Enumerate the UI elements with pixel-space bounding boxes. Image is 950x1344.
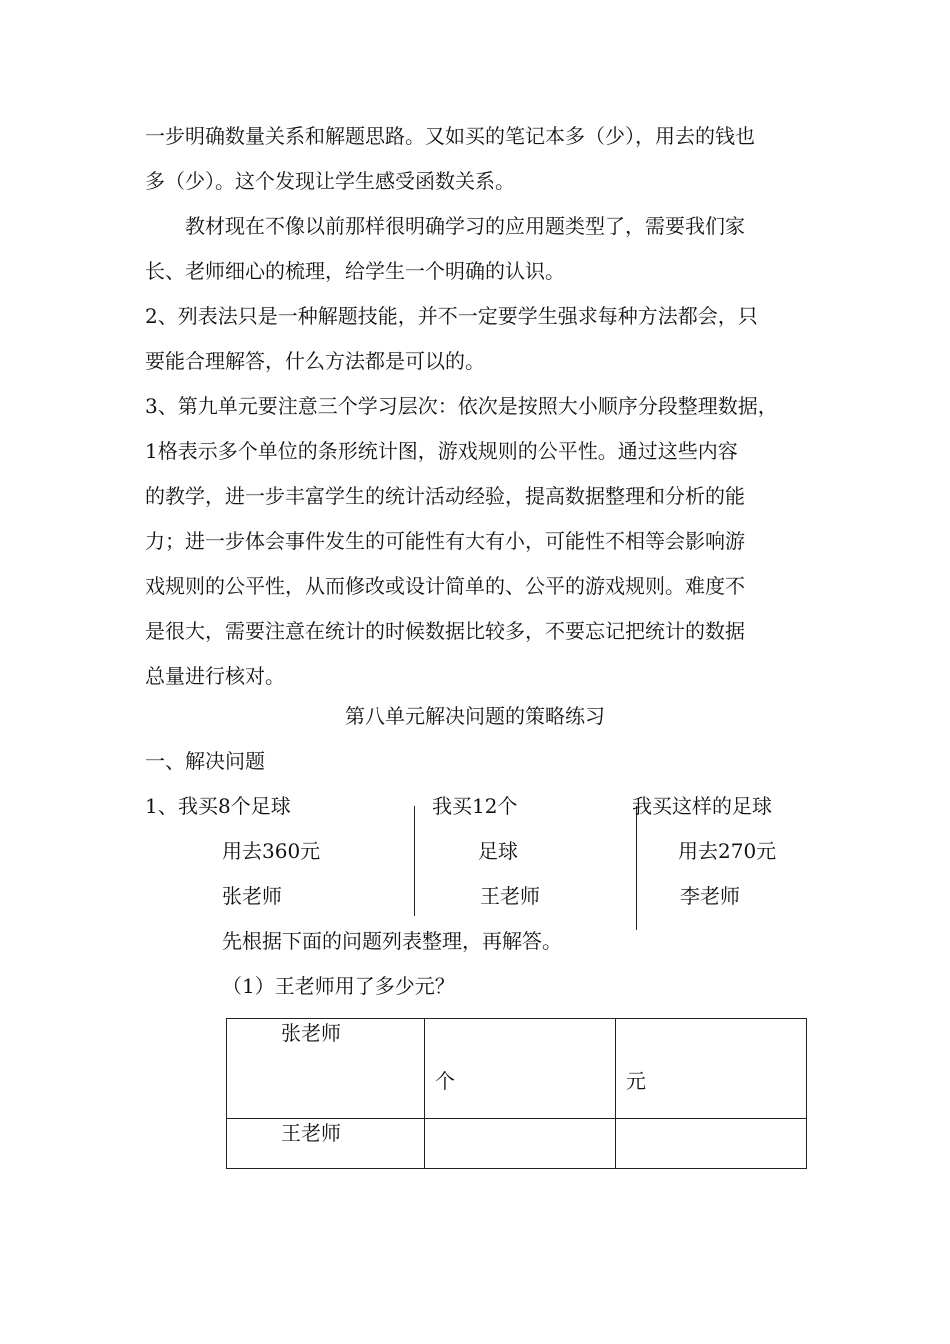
paragraph-line: 2、列表法只是一种解题技能，并不一定要学生强求每种方法都会，只 [145, 304, 758, 328]
unit-label: 个 [435, 1069, 455, 1093]
wang-statement: 我买12个 [432, 794, 518, 818]
table-cell [227, 1119, 425, 1169]
paragraph-line: 多（少）。这个发现让学生感受函数关系。 [145, 169, 515, 193]
wang-statement-cont: 足球 [478, 839, 518, 863]
table-cell [425, 1119, 616, 1169]
paragraph-line: 的教学，进一步丰富学生的统计活动经验，提高数据整理和分析的能 [145, 484, 745, 508]
paragraph-line: 力；进一步体会事件发生的可能性有大有小，可能性不相等会影响游 [145, 529, 745, 553]
paragraph-line: 要能合理解答，什么方法都是可以的。 [145, 349, 485, 373]
row-label: 张老师 [281, 1021, 341, 1045]
row-label: 王老师 [281, 1121, 341, 1145]
section-title: 第八单元解决问题的策略练习 [345, 704, 605, 728]
divider-line [636, 806, 637, 930]
paragraph-line: 教材现在不像以前那样很明确学习的应用题类型了，需要我们家 [145, 214, 745, 238]
unit-label: 元 [626, 1069, 646, 1093]
instruction-text: 先根据下面的问题列表整理，再解答。 [222, 929, 562, 953]
paragraph-line: 1格表示多个单位的条形统计图，游戏规则的公平性。通过这些内容 [145, 439, 738, 463]
table-row [227, 1119, 807, 1169]
answer-table [226, 1018, 807, 1169]
table-cell [616, 1119, 807, 1169]
table-cell [227, 1019, 425, 1119]
table-row [227, 1019, 807, 1119]
table-cell [425, 1019, 616, 1119]
zhang-name: 张老师 [222, 884, 282, 908]
zhang-statement: 我买8个足球 [178, 794, 291, 818]
paragraph-line: 长、老师细心的梳理，给学生一个明确的认识。 [145, 259, 565, 283]
paragraph-line: 是很大，需要注意在统计的时候数据比较多，不要忘记把统计的数据 [145, 619, 745, 643]
divider-line [414, 806, 415, 916]
wang-name: 王老师 [480, 884, 540, 908]
paragraph-line: 戏规则的公平性，从而修改或设计简单的、公平的游戏规则。难度不 [145, 574, 745, 598]
table-cell [616, 1019, 807, 1119]
problem-number: 1、 [145, 794, 178, 818]
question-text: （1）王老师用了多少元？ [222, 974, 455, 998]
li-statement: 我买这样的足球 [632, 794, 772, 818]
li-cost: 用去270元 [678, 839, 777, 863]
zhang-cost: 用去360元 [222, 839, 321, 863]
paragraph-line: 总量进行核对。 [145, 664, 285, 688]
paragraph-line: 3、第九单元要注意三个学习层次：依次是按照大小顺序分段整理数据， [145, 394, 778, 418]
section-heading: 一、解决问题 [145, 749, 265, 773]
li-name: 李老师 [680, 884, 740, 908]
paragraph-line: 一步明确数量关系和解题思路。又如买的笔记本多（少），用去的钱也 [145, 124, 755, 148]
